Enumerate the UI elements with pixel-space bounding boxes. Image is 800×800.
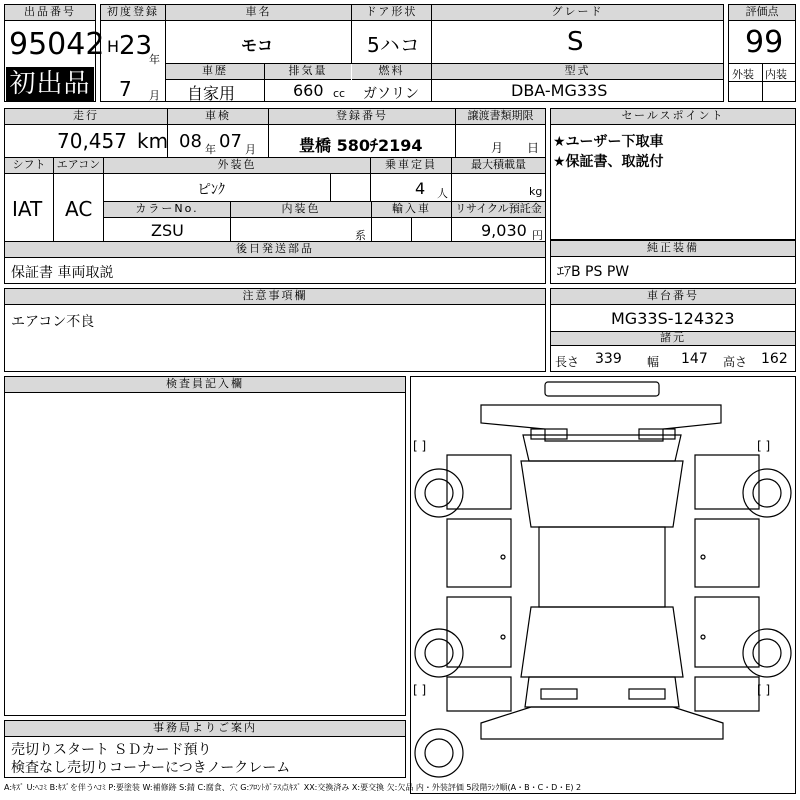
door-type: 5ハコ: [367, 33, 420, 57]
legend: A:ｷｽﾞ U:ﾍｺﾐ B:ｷｽﾞを伴うﾍｺﾐ P:要塗装 W:補修跡 S:錆 C:腐食、穴 G:ﾌﾛﾝﾄｶﾞﾗｽ点ｷｽﾞ XX:交換済み X:要交換 欠:欠品 内・外装評価 5段階ﾗﾝｸ順(A・B・C・D・E) 2: [4, 783, 582, 792]
mileage: 70,457: [57, 129, 127, 153]
ext-color-label: 外装色: [104, 158, 370, 174]
inspector-label: 検査員記入欄: [5, 377, 405, 393]
length: 339: [595, 351, 622, 367]
notes-box: [4, 288, 546, 372]
era: H: [107, 37, 120, 56]
max-load-unit: kg: [529, 185, 543, 198]
equipment-label: 純正装備: [551, 241, 795, 257]
model: DBA-MG33S: [511, 81, 608, 100]
grade-label: グレード: [432, 5, 723, 21]
lot-number: 95042: [9, 27, 105, 62]
first-reg-label: 初度登録: [101, 5, 165, 21]
displacement-unit: cc: [333, 87, 346, 100]
registration-label: 登録番号: [269, 109, 455, 125]
height: 162: [761, 351, 788, 367]
score-box: [728, 4, 796, 102]
inspection-month: 07: [219, 131, 242, 152]
width: 147: [681, 351, 708, 367]
lot-number-box: [4, 4, 105, 102]
inspection-month-unit: 月: [245, 143, 256, 156]
lot-number-label: 出品番号: [5, 5, 95, 21]
office-note-1: 売切りスタート ＳＤカード預り: [11, 742, 212, 758]
interior-label: 内装: [765, 68, 787, 81]
later-parts-label: 後日発送部品: [5, 242, 545, 258]
aircon-label: エアコン: [54, 158, 103, 174]
score: 99: [745, 25, 784, 60]
inspector-box: [4, 376, 406, 716]
chassis-number: MG33S-124323: [611, 309, 735, 328]
registration-number: 豊橋 580ﾁ2194: [299, 136, 423, 155]
sales-points-box: [550, 108, 796, 240]
first-reg-month: 7: [119, 77, 132, 101]
inspection-year-unit: 年: [205, 143, 216, 156]
bracket-left-top: [ ]: [413, 439, 427, 453]
inspection-year: 08: [179, 131, 202, 152]
history-label: 車歴: [166, 64, 264, 80]
shift: IAT: [12, 197, 43, 221]
bracket-right-top: [ ]: [757, 439, 771, 453]
bracket-left-bottom: [ ]: [413, 683, 427, 697]
notes-label: 注意事項欄: [5, 289, 545, 305]
color-no: ZSU: [151, 221, 184, 240]
sales-points-label: セールスポイント: [551, 109, 795, 125]
recycle-label: リサイクル預託金: [452, 202, 545, 218]
mileage-label: 走行: [5, 109, 167, 125]
capacity: 4: [415, 179, 426, 198]
max-load-label: 最大積載量: [452, 158, 545, 174]
height-label: 高さ: [723, 355, 748, 369]
bracket-right-bottom: [ ]: [757, 683, 771, 697]
vehicle-info-middle: [4, 108, 546, 284]
import-label: 輸入車: [372, 202, 451, 218]
vehicle-info-top: [100, 4, 724, 102]
fuel-label: 燃料: [352, 64, 431, 80]
equipment: ｴｱB PS PW: [557, 264, 630, 280]
grade: S: [567, 27, 584, 57]
transfer-day-unit: 日: [527, 141, 540, 155]
sales-point-1: ★ユーザー下取車: [553, 134, 664, 150]
transfer-month-unit: 月: [491, 141, 504, 155]
mileage-unit: km: [137, 129, 169, 153]
history: 自家用: [187, 84, 236, 103]
later-parts: 保証書 車両取説: [11, 265, 114, 281]
car-name: モコ: [241, 36, 274, 55]
dims-label: 諸元: [551, 332, 795, 346]
recycle-unit: 円: [532, 229, 543, 242]
length-label: 長さ: [555, 355, 580, 369]
aircon: AC: [65, 197, 93, 221]
month-unit: 月: [149, 89, 160, 102]
car-name-label: 車名: [166, 5, 351, 21]
recycle-fee: 9,030: [481, 221, 527, 240]
equipment-box: [550, 240, 796, 284]
chassis-box: [550, 288, 796, 372]
width-label: 幅: [647, 355, 660, 369]
car-body-diagram: [411, 377, 795, 793]
fuel: ガソリン: [363, 86, 419, 102]
score-label: 評価点: [729, 5, 795, 21]
int-color-unit: 系: [355, 229, 366, 242]
displacement-label: 排気量: [265, 64, 351, 80]
model-label: 型式: [432, 64, 723, 80]
door-label: ドア形状: [352, 5, 431, 21]
year-unit: 年: [149, 53, 160, 66]
office-notes-box: [4, 720, 406, 778]
displacement: 660: [293, 81, 324, 100]
first-reg-year: 23: [119, 31, 153, 61]
ext-color: ピﾝｸ: [197, 182, 225, 198]
exterior-label: 外装: [732, 68, 754, 81]
inspection-label: 車検: [168, 109, 268, 125]
notes: エアコン不良: [11, 314, 95, 330]
shift-label: シフト: [5, 158, 53, 174]
first-listing-badge: 初出品: [6, 67, 94, 101]
transfer-label: 譲渡書類期限: [456, 109, 545, 125]
chassis-label: 車台番号: [551, 289, 795, 305]
office-notes-label: 事務局よりご案内: [5, 721, 405, 737]
int-color-label: 内装色: [231, 202, 371, 218]
sales-point-2: ★保証書、取説付: [553, 154, 664, 170]
office-note-2: 検査なし売切りコーナーにつきノークレーム: [11, 760, 291, 776]
damage-diagram: [410, 376, 796, 794]
capacity-unit: 人: [437, 187, 448, 200]
capacity-label: 乗車定員: [371, 158, 451, 174]
color-no-label: カラーNo.: [104, 202, 230, 218]
